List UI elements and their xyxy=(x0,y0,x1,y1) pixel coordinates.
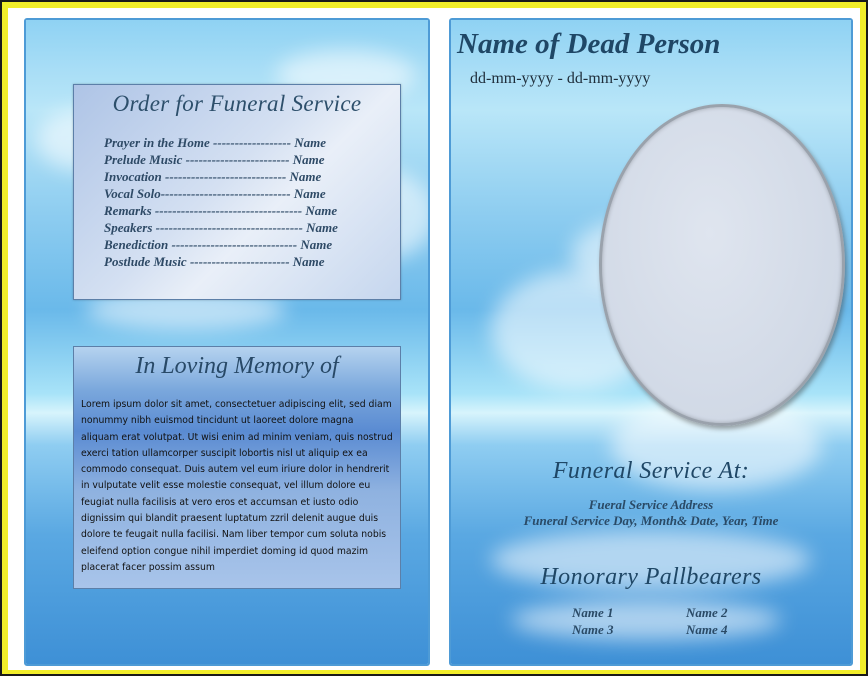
service-date: Funeral Service Day, Month& Date, Year, Time xyxy=(523,513,779,528)
cloud xyxy=(511,600,781,640)
photo-placeholder xyxy=(599,104,845,426)
order-item: Postlude Music ----------------------- Name xyxy=(104,254,325,269)
pallbearers-heading: Honorary Pallbearers xyxy=(540,564,762,590)
pallbearer-name: Name 1 xyxy=(572,605,614,620)
life-dates: dd-mm-yyyy - dd-mm-yyyy xyxy=(470,70,651,87)
pallbearer-name: Name 4 xyxy=(686,622,728,637)
order-title: Order for Funeral Service xyxy=(112,91,362,116)
pallbearer-name: Name 3 xyxy=(572,622,614,637)
order-list xyxy=(104,135,374,271)
memory-title: In Loving Memory of xyxy=(135,353,339,379)
order-item: Vocal Solo------------------------------ Name xyxy=(104,186,326,201)
order-item: Benediction ----------------------------- Name xyxy=(104,237,333,252)
service-heading: Funeral Service At: xyxy=(552,458,750,484)
service-address: Fueral Service Address xyxy=(588,497,714,512)
cover-panel xyxy=(449,18,853,666)
memory-box xyxy=(73,346,401,589)
inside-panel xyxy=(24,18,430,666)
order-of-service-box xyxy=(73,84,401,300)
deceased-name: Name of Dead Person xyxy=(457,28,721,60)
order-item: Prelude Music ------------------------ Name xyxy=(104,152,325,167)
order-item: Prayer in the Home ------------------ Name xyxy=(104,135,326,150)
order-item: Remarks ---------------------------------- Name xyxy=(104,203,338,218)
memory-text: Lorem ipsum dolor sit amet, consectetuer adipiscing elit, sed diam nonummy nibh euismod tincidunt ut laoreet dolore magna aliquam erat volutpat. Ut wisi enim ad minim veniam, quis nostrud exerci tation ullamcorper suscipit lobortis nisl ut aliquip ex ea commodo consequat. Duis autem vel eum iriure dolor in hendrerit in vulputate velit esse molestie consequat, vel illum dolore eu feugiat nulla facilisis at vero eros et accumsan et iusto odio dignissim qui blandit praesent luptatum zzril delenit augue duis dolore te feugait nulla facilisi. Nam liber tempor cum soluta nobis eleifend option congue nihil imperdiet doming id quod mazim placerat facer possim assum xyxy=(81,399,393,573)
order-item: Speakers ---------------------------------- Name xyxy=(104,220,338,235)
pallbearer-name: Name 2 xyxy=(686,605,728,620)
order-item: Invocation ---------------------------- Name xyxy=(104,169,322,184)
